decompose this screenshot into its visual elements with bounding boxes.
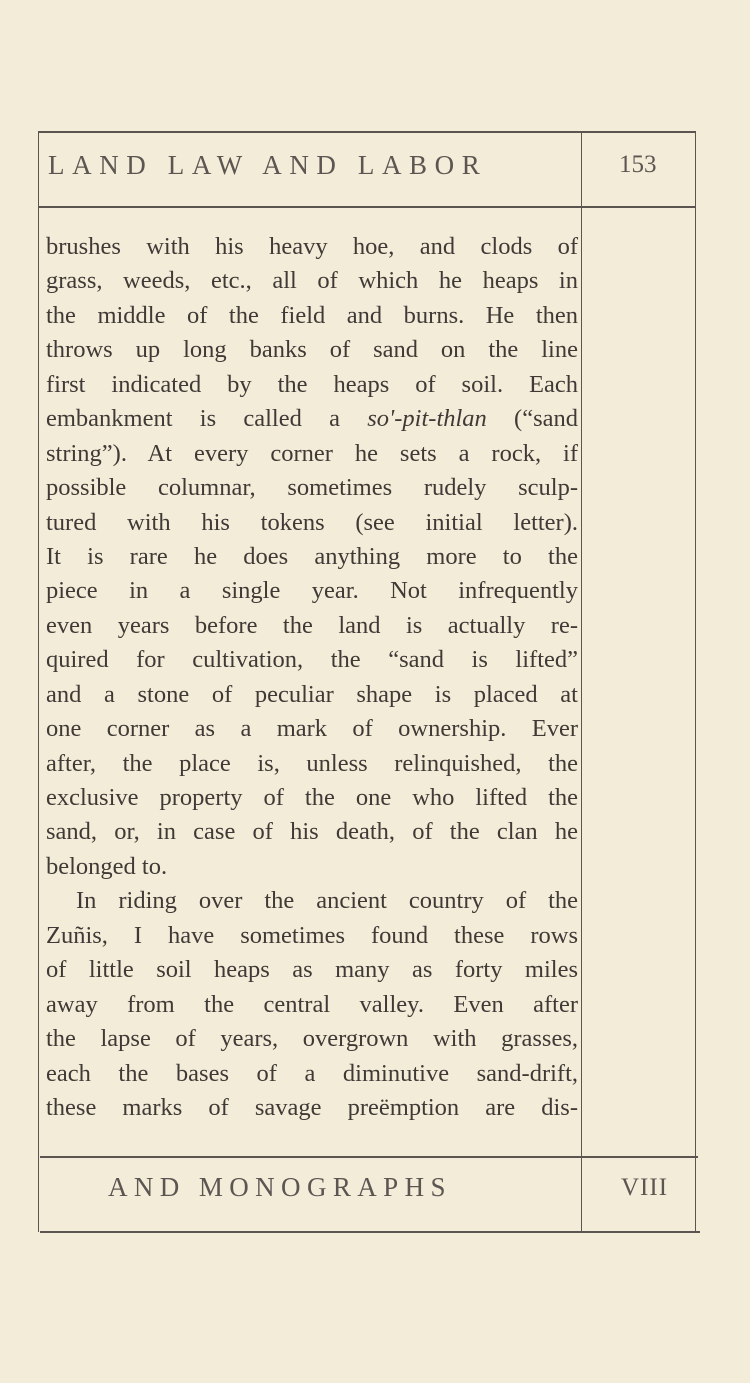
- frame-bottom-rule: [40, 1231, 700, 1233]
- text-segment: even years before the land is actually re-: [46, 611, 578, 639]
- frame-left-rule: [38, 131, 39, 1232]
- text-line: [46, 1022, 578, 1056]
- text-segment: exclusive property of the one who lifted the: [46, 784, 578, 811]
- text-line: [46, 333, 578, 367]
- text-line: [46, 540, 578, 574]
- text-segment: string”). At every corner he sets a rock, if: [46, 439, 578, 467]
- text-line: [46, 471, 578, 505]
- text-segment: sand, or, in case of his death, of the clan he: [46, 818, 578, 846]
- text-line: [46, 850, 578, 884]
- body-text: [46, 230, 578, 1125]
- text-line: [46, 712, 578, 746]
- text-segment: throws up long banks of sand on the line: [46, 336, 578, 364]
- text-segment: piece in a single year. Not infrequently: [46, 577, 578, 605]
- text-line: [46, 815, 578, 849]
- text-segment: these marks of savage preëmption are dis-: [46, 1093, 578, 1121]
- text-segment: embankment is called a: [46, 405, 368, 433]
- margin-column-rule: [581, 131, 582, 1232]
- text-line: [46, 953, 578, 987]
- text-line: [46, 781, 578, 815]
- text-line: [46, 506, 578, 540]
- text-segment: brushes with his heavy hoe, and clods of: [46, 233, 578, 260]
- text-segment: first indicated by the heaps of soil. Each: [46, 370, 578, 398]
- text-segment: possible columnar, sometimes rudely sculp-: [46, 474, 578, 502]
- italic-term: so'-pit-thlan: [367, 405, 487, 433]
- running-title: LAND LAW AND LABOR: [48, 150, 488, 180]
- text-line: [46, 678, 578, 712]
- frame-right-rule: [695, 131, 696, 1232]
- text-segment: In riding over the ancient country of the: [76, 887, 578, 915]
- text-line: [46, 402, 578, 436]
- page-number: 153: [619, 151, 657, 178]
- text-segment: grass, weeds, etc., all of which he heaps in: [46, 267, 578, 295]
- text-line: [46, 1091, 578, 1125]
- text-line: [46, 574, 578, 608]
- text-line: [46, 368, 578, 402]
- text-line: [46, 437, 578, 471]
- text-segment: It is rare he does anything more to the: [46, 542, 578, 570]
- text-line: [46, 884, 578, 918]
- text-segment: away from the central valley. Even after: [46, 990, 578, 1018]
- series-footer: AND MONOGRAPHS: [108, 1172, 452, 1202]
- text-segment: the lapse of years, overgrown with grasses,: [46, 1025, 578, 1053]
- text-segment: quired for cultivation, the “sand is lifted”: [46, 646, 578, 674]
- text-line: [46, 988, 578, 1022]
- footer-top-rule: [40, 1156, 698, 1158]
- text-segment: of little soil heaps as many as forty miles: [46, 956, 578, 984]
- text-segment: tured with his tokens (see initial letter).: [46, 508, 578, 536]
- text-line: [46, 299, 578, 333]
- text-segment: Zuñis, I have sometimes found these rows: [46, 921, 578, 949]
- header-bottom-rule: [38, 206, 696, 208]
- text-line: [46, 609, 578, 643]
- text-line: [46, 230, 578, 264]
- text-segment: and a stone of peculiar shape is placed at: [46, 680, 578, 708]
- text-segment: after, the place is, unless relinquished, the: [46, 749, 578, 777]
- text-line: [46, 747, 578, 781]
- text-line: [46, 643, 578, 677]
- text-line: [46, 919, 578, 953]
- text-segment: each the bases of a diminutive sand-drift,: [46, 1059, 578, 1087]
- volume-number: VIII: [621, 1174, 669, 1201]
- text-line: [46, 264, 578, 298]
- text-line: [46, 1057, 578, 1091]
- frame-top-rule: [38, 131, 696, 133]
- text-segment: the middle of the field and burns. He then: [46, 301, 578, 329]
- text-segment: belonged to.: [46, 852, 168, 880]
- text-segment: (“sand: [486, 405, 578, 433]
- text-segment: one corner as a mark of ownership. Ever: [46, 715, 578, 743]
